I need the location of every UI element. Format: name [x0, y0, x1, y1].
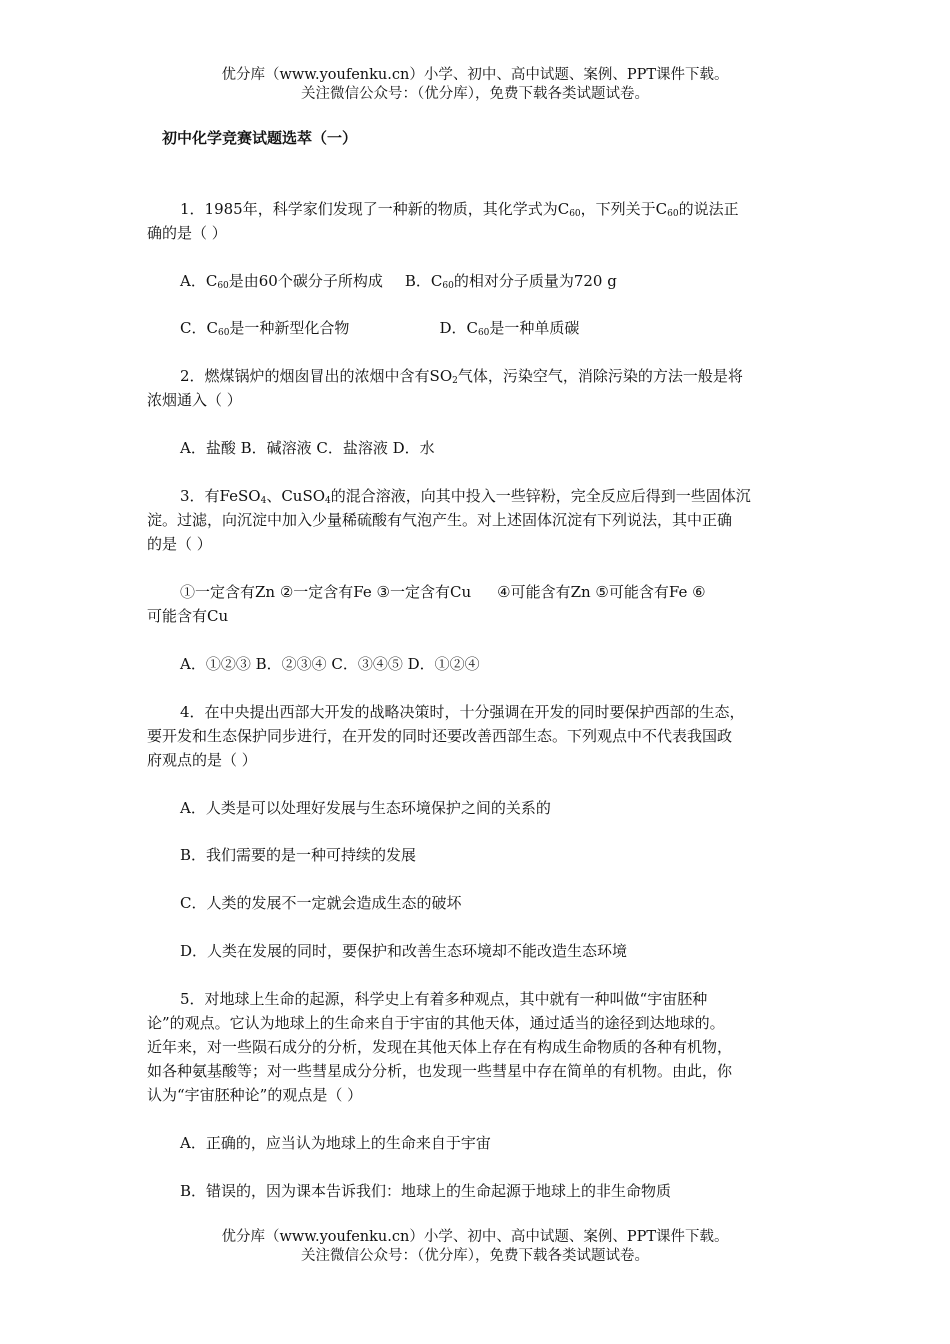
- question-4-option-c: C．人类的发展不一定就会造成生态的破坏: [180, 894, 462, 912]
- question-4-option-b: B．我们需要的是一种可持续的发展: [180, 846, 417, 864]
- page-title: 初中化学竞赛试题选萃（一）: [162, 129, 358, 147]
- question-4-option-d: D．人类在发展的同时，要保护和改善生态环境却不能改造生态环境: [180, 942, 628, 960]
- question-1-options-ab: A．$C_{60}$是由60个碳分子所构成 B．$C_{60}$的相对分子质量为720 g: [180, 272, 617, 291]
- header-line-2: 关注微信公众号：（优分库），免费下载各类试题试卷。: [301, 86, 649, 102]
- question-3-statements: ①一定含有Zn ②一定含有Fe ③一定含有Cu ④可能含有Zn ⑤可能含有Fe ⑥ 可能含有Cu: [147, 583, 706, 625]
- question-3-stem: 3．有FeSO$_4$、CuSO$_4$的混合溶液，向其中投入一些锌粉，完全反应后得到一些固体沉 淀。过滤，向沉淀中加入少量稀硫酸有气泡产生。对上述固体沉淀有下列说法，其中正确 的是（ ）: [147, 487, 751, 553]
- question-2-options: A．盐酸 B．碱溶液 C．盐溶液 D．水: [180, 439, 435, 457]
- question-3-options: A．①②③ B．②③④ C．③④⑤ D．①②④: [180, 655, 480, 673]
- question-4-stem: 4．在中央提出西部大开发的战略决策时，十分强调在开发的同时要保护西部的生态， 要开发和生态保护同步进行，在开发的同时还要改善西部生态。下列观点中不代表我国政 府观点的是（ ）: [147, 703, 745, 769]
- question-4-option-a: A．人类是可以处理好发展与生态环境保护之间的关系的: [180, 799, 551, 817]
- question-1-options-cd: C．$C_{60}$是一种新型化合物 D．$C_{60}$是一种单质碳: [180, 319, 580, 338]
- footer-line-2: 关注微信公众号：（优分库），免费下载各类试题试卷。: [301, 1248, 649, 1264]
- page-header: [0, 66, 950, 104]
- footer-line-1: 优分库（www.youfenku.cn）小学、初中、高中试题、案例、PPT课件下载。: [221, 1229, 729, 1245]
- header-line-1: 优分库（www.youfenku.cn）小学、初中、高中试题、案例、PPT课件下载。: [221, 67, 729, 83]
- page-footer: [0, 1228, 950, 1266]
- question-5-option-b: B．错误的，因为课本告诉我们：地球上的生命起源于地球上的非生命物质: [180, 1182, 672, 1200]
- question-2-stem: 2．燃煤锅炉的烟囱冒出的浓烟中含有$SO_2$气体，污染空气，消除污染的方法一般是将 浓烟通入（ ）: [147, 367, 743, 409]
- question-5-option-a: A．正确的，应当认为地球上的生命来自于宇宙: [180, 1134, 491, 1152]
- question-5-stem: 5．对地球上生命的起源，科学史上有着多种观点，其中就有一种叫做“宇宙胚种 论”的观点。它认为地球上的生命来自于宇宙的其他天体，通过适当的途径到达地球的。 近年来，对一些陨石成分的分析，发现在其他天体上存在有构成生命物质的各种有机物， 如各种氨基酸等；对一些彗星成分分析，也发现一些彗星中存在简单的有机物。由此，你 认为“宇宙胚种论”的观点是（ ）: [147, 990, 733, 1104]
- question-1-stem: 1．1985年，科学家们发现了一种新的物质，其化学式为$C_{60}$，下列关于$C_{60}$的说法正 确的是（ ）: [147, 200, 739, 242]
